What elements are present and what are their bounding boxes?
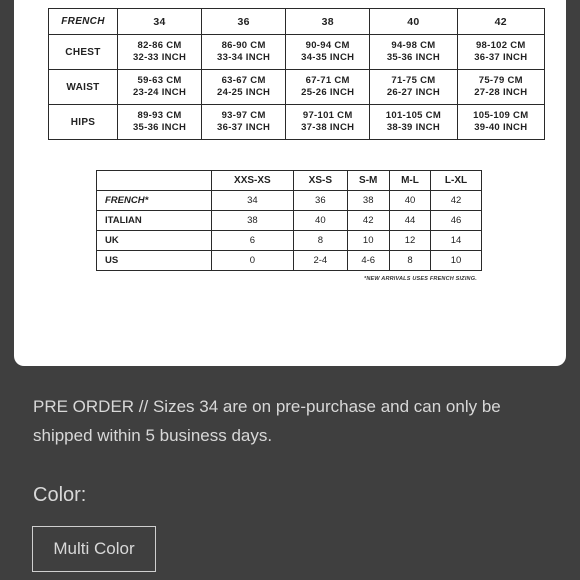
conversion-cell: 42 bbox=[431, 191, 482, 211]
measure-cell: 63-67 CM 24-25 INCH bbox=[202, 70, 286, 105]
size-header: 40 bbox=[370, 9, 457, 35]
table-row bbox=[49, 70, 545, 105]
conversion-cell: 38 bbox=[347, 191, 389, 211]
color-label: Color: bbox=[33, 484, 87, 506]
conversion-cell: 42 bbox=[347, 211, 389, 231]
row-label-uk: UK bbox=[97, 231, 212, 251]
table-header-row bbox=[97, 171, 482, 191]
table-row bbox=[97, 231, 482, 251]
conversion-header: M-L bbox=[389, 171, 430, 191]
conversion-cell: 40 bbox=[389, 191, 430, 211]
conversion-cell: 44 bbox=[389, 211, 430, 231]
conversion-cell: 12 bbox=[389, 231, 430, 251]
conversion-cell: 10 bbox=[431, 251, 482, 271]
size-measurement-table bbox=[48, 8, 545, 140]
size-header: 42 bbox=[457, 9, 544, 35]
conversion-header: XXS-XS bbox=[211, 171, 294, 191]
conversion-cell: 10 bbox=[347, 231, 389, 251]
measure-cell: 82-86 CM 32-33 INCH bbox=[118, 35, 202, 70]
measure-cell: 97-101 CM 37-38 INCH bbox=[286, 105, 370, 140]
size-conversion-table bbox=[96, 170, 482, 271]
table-row bbox=[49, 105, 545, 140]
size-header: 34 bbox=[118, 9, 202, 35]
measure-cell: 98-102 CM 36-37 INCH bbox=[457, 35, 544, 70]
row-label-chest: CHEST bbox=[49, 35, 118, 70]
measure-cell: 101-105 CM 38-39 INCH bbox=[370, 105, 457, 140]
table-corner-label: FRENCH bbox=[49, 9, 118, 35]
table-row bbox=[97, 191, 482, 211]
conversion-cell: 38 bbox=[211, 211, 294, 231]
conversion-cell: 8 bbox=[294, 231, 347, 251]
measure-cell: 75-79 CM 27-28 INCH bbox=[457, 70, 544, 105]
size-header: 38 bbox=[286, 9, 370, 35]
conversion-header: L-XL bbox=[431, 171, 482, 191]
conversion-cell: 34 bbox=[211, 191, 294, 211]
conversion-header: S-M bbox=[347, 171, 389, 191]
row-label-french: FRENCH* bbox=[97, 191, 212, 211]
row-label-italian: ITALIAN bbox=[97, 211, 212, 231]
conversion-header: XS-S bbox=[294, 171, 347, 191]
table-row bbox=[97, 251, 482, 271]
conversion-cell: 4-6 bbox=[347, 251, 389, 271]
conversion-cell: 36 bbox=[294, 191, 347, 211]
size-chart-image bbox=[14, 0, 566, 366]
sizing-footnote: *NEW ARRIVALS USES FRENCH SIZING. bbox=[364, 276, 477, 282]
conversion-header bbox=[97, 171, 212, 191]
measure-cell: 59-63 CM 23-24 INCH bbox=[118, 70, 202, 105]
size-header: 36 bbox=[202, 9, 286, 35]
table-row bbox=[97, 211, 482, 231]
measure-cell: 67-71 CM 25-26 INCH bbox=[286, 70, 370, 105]
row-label-us: US bbox=[97, 251, 212, 271]
measure-cell: 71-75 CM 26-27 INCH bbox=[370, 70, 457, 105]
color-option-button[interactable]: Multi Color bbox=[32, 526, 156, 572]
table-row bbox=[49, 35, 545, 70]
measure-cell: 90-94 CM 34-35 INCH bbox=[286, 35, 370, 70]
conversion-cell: 46 bbox=[431, 211, 482, 231]
product-description: PRE ORDER // Sizes 34 are on pre-purchase and can only be shipped within 5 business days. bbox=[33, 397, 501, 445]
row-label-hips: HIPS bbox=[49, 105, 118, 140]
row-label-waist: WAIST bbox=[49, 70, 118, 105]
measure-cell: 105-109 CM 39-40 INCH bbox=[457, 105, 544, 140]
measure-cell: 94-98 CM 35-36 INCH bbox=[370, 35, 457, 70]
measure-cell: 89-93 CM 35-36 INCH bbox=[118, 105, 202, 140]
conversion-cell: 8 bbox=[389, 251, 430, 271]
measure-cell: 93-97 CM 36-37 INCH bbox=[202, 105, 286, 140]
conversion-cell: 40 bbox=[294, 211, 347, 231]
conversion-cell: 0 bbox=[211, 251, 294, 271]
conversion-cell: 14 bbox=[431, 231, 482, 251]
conversion-cell: 6 bbox=[211, 231, 294, 251]
conversion-cell: 2-4 bbox=[294, 251, 347, 271]
measure-cell: 86-90 CM 33-34 INCH bbox=[202, 35, 286, 70]
